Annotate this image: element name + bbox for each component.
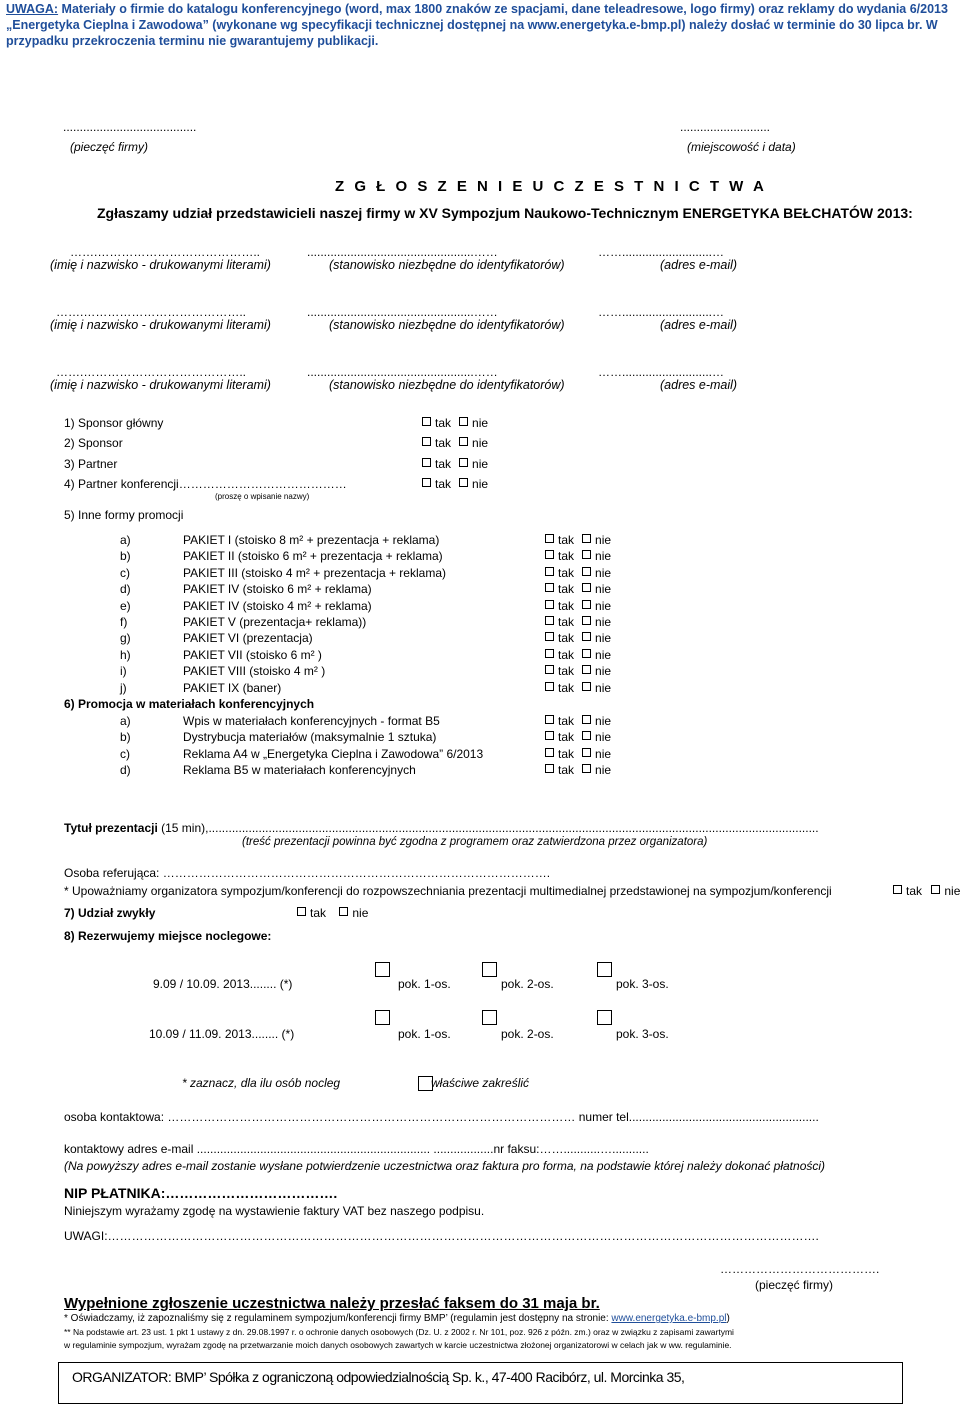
package-yes-no[interactable]: tak nie (545, 615, 611, 629)
presentation-hint: (treść prezentacji powinna być zgodna z programem oraz zatwierdzona przez organizatora) (242, 836, 708, 848)
checkbox-icon[interactable] (582, 550, 591, 559)
checkbox-icon[interactable] (582, 534, 591, 543)
package-text: PAKIET VI (prezentacja) (183, 631, 313, 646)
material-yes-no[interactable]: tak nie (545, 714, 611, 728)
checkbox-icon[interactable] (582, 715, 591, 724)
checkbox-icon[interactable] (545, 616, 554, 625)
material-letter: b) (120, 730, 131, 745)
name-hint: (proszę o wpisanie nazwy) (215, 492, 310, 501)
package-letter: j) (120, 680, 127, 695)
fax-notice: Wypełnione zgłoszenie uczestnictwa należy przesłać faksem do 31 maja br. (64, 1295, 600, 1312)
position-label: (stanowisko niezbędne do identyfikatorów) (329, 258, 565, 272)
place-dots: ........................... (680, 120, 771, 134)
package-letter: i) (120, 664, 127, 679)
name-label: (imię i nazwisko - drukowanymi literami) (50, 378, 271, 392)
email-label: (adres e-mail) (660, 258, 738, 272)
checkbox-icon[interactable] (545, 748, 554, 757)
checkbox-icon[interactable] (545, 682, 554, 691)
checkbox-icon[interactable] (545, 600, 554, 609)
package-text: PAKIET VIII (stoisko 4 m² ) (183, 664, 326, 679)
sponsor-yes-no[interactable]: tak nie (422, 457, 488, 471)
place-label: (miejscowość i data) (687, 140, 796, 154)
stamp-label: (pieczęć firmy) (70, 140, 149, 154)
checkbox-icon[interactable] (545, 567, 554, 576)
room-1os-label: pok. 1-os. (398, 977, 451, 991)
footnote-2: ** Na podstawie art. 23 ust. 1 pkt 1 ustawy z dn. 29.08.1997 r. o ochronie danych osobowych (Dz. U. z 2002 r. Nr 101, poz. 926 z późn. zm.) oraz w związku z zapisami zawartymi (64, 1327, 734, 1337)
name-dots[interactable]: …….………………………………….. (56, 365, 247, 379)
sponsor-yes-no[interactable]: tak nie (422, 436, 488, 450)
other-forms-label: 5) Inne formy promocji (64, 508, 184, 522)
presentation-title: Tytuł prezentacji (15 min),....................................................................................................................................................................................... (64, 821, 819, 835)
checkbox-icon[interactable] (582, 632, 591, 641)
notice-line-2: „Energetyka Cieplna i Zawodowa” (wykonane wg specyfikacji technicznej dostępnej na www.energetyka.e-bmp.pl) należy dosłać w terminie do 30 lipca br. W (6, 18, 938, 32)
checkbox-icon[interactable] (422, 417, 431, 426)
rooms-heading: 8) Rezerwujemy miejsce noclegowe: (64, 929, 272, 943)
consent-text: * Upoważniamy organizatora sympozjum/konferencji do rozpowszechniania prezentacji multimedialnej przedstawionej na sympozjum/konferencji (64, 884, 832, 898)
checkbox-icon[interactable] (545, 583, 554, 592)
position-label: (stanowisko niezbędne do identyfikatorów) (329, 318, 565, 332)
material-text: Reklama A4 w „Energetyka Cieplna i Zawodowa” 6/2013 (183, 746, 484, 761)
checkbox-icon[interactable] (582, 682, 591, 691)
room-2os-checkbox[interactable] (482, 1010, 497, 1025)
sponsor-label: 2) Sponsor (64, 436, 123, 450)
consent-yes-no[interactable]: tak nie (893, 884, 960, 898)
checkbox-icon[interactable] (931, 885, 940, 894)
package-yes-no[interactable]: tak nie (545, 648, 611, 662)
checkbox-icon[interactable] (545, 550, 554, 559)
checkbox-icon[interactable] (545, 764, 554, 773)
material-letter: a) (120, 714, 131, 728)
checkbox-icon[interactable] (582, 616, 591, 625)
package-letter: f) (120, 615, 128, 629)
regular-yes-no[interactable]: tak nie (297, 906, 368, 920)
room-3os-label: pok. 3-os. (616, 1027, 669, 1041)
material-letter: d) (120, 763, 131, 778)
checkbox-icon[interactable] (545, 649, 554, 658)
form-subtitle: Zgłaszamy udział przedstawicieli naszej firmy w XV Sympozjum Naukowo-Technicznym ENERGETYKA BEŁCHATÓW 2013: (97, 205, 913, 221)
name-label: (imię i nazwisko - drukowanymi literami) (50, 258, 271, 272)
room-1os-checkbox[interactable] (375, 1010, 390, 1025)
checkbox-icon[interactable] (459, 417, 468, 426)
checkbox-icon[interactable] (582, 665, 591, 674)
checkbox-icon[interactable] (582, 583, 591, 592)
checkbox-icon[interactable] (459, 478, 468, 487)
email-dots[interactable]: ……...........................… (598, 365, 725, 379)
notice-line-3: przypadku przekroczenia terminu nie gwarantujemy publikacji. (6, 34, 379, 48)
notice-line-1: UWAGA: Materiały o firmie do katalogu konferencyjnego (word, max 1800 znaków ze spacjami, dane teleadresowe, logo firmy) oraz reklamy do wydania 6/2013 (6, 2, 948, 16)
package-text: PAKIET VII (stoisko 6 m² ) (183, 647, 322, 662)
package-letter: a) (120, 533, 131, 547)
checkbox-icon[interactable] (422, 437, 431, 446)
checkbox-icon[interactable] (545, 665, 554, 674)
rooms-note: * zaznacz, dla ilu osób nocleg (182, 1076, 341, 1090)
position-dots[interactable]: ..................................................…… (307, 365, 498, 379)
checkbox-icon[interactable] (422, 478, 431, 487)
material-yes-no[interactable]: tak nie (545, 763, 611, 777)
package-text: PAKIET I (stoisko 8 m² + prezentacja + reklama) (183, 533, 440, 547)
material-letter: c) (120, 746, 130, 761)
material-yes-no[interactable]: tak nie (545, 747, 611, 761)
package-text: PAKIET III (stoisko 4 m² + prezentacja + reklama) (183, 565, 446, 580)
bottom-stamp-dots: …………………………………. (720, 1262, 880, 1276)
package-letter: b) (120, 549, 131, 564)
regular-participation: 7) Udział zwykły (64, 906, 156, 920)
material-yes-no[interactable]: tak nie (545, 730, 611, 744)
checkbox-icon[interactable] (545, 534, 554, 543)
email-label: (adres e-mail) (660, 378, 738, 392)
checkbox-icon[interactable] (893, 885, 902, 894)
checkbox-icon[interactable] (582, 567, 591, 576)
position-dots[interactable]: ..................................................…… (307, 245, 498, 259)
checkbox-icon[interactable] (582, 649, 591, 658)
room-2os-checkbox[interactable] (482, 962, 497, 977)
package-letter: h) (120, 647, 131, 662)
package-text: PAKIET IV (stoisko 4 m² + reklama) (183, 598, 372, 613)
checkbox-icon[interactable] (545, 731, 554, 740)
material-text: Wpis w materiałach konferencyjnych - format B5 (183, 714, 440, 728)
room-3os-checkbox[interactable] (597, 1010, 612, 1025)
form-title: Z G Ł O S Z E N I E U C Z E S T N I C T W A (335, 178, 767, 195)
name-label: (imię i nazwisko - drukowanymi literami) (50, 318, 271, 332)
bottom-stamp-label: (pieczęć firmy) (755, 1278, 834, 1292)
room-1os-label: pok. 1-os. (398, 1027, 451, 1041)
room-3os-label: pok. 3-os. (616, 977, 669, 991)
checkbox-icon[interactable] (297, 907, 306, 916)
footnote-3: w regulaminie sympozjum, wyrażam zgodę na przetwarzanie moich danych osobowych zawartych w karcie uczestnictwa złożonej organizatorowi w celach jak w ww. regulaminie. (64, 1340, 732, 1350)
package-text: PAKIET II (stoisko 6 m² + prezentacja + reklama) (183, 549, 443, 564)
email-label: (adres e-mail) (660, 318, 738, 332)
name-dots[interactable]: …….………………………………….. (56, 305, 247, 319)
checkbox-icon[interactable] (459, 437, 468, 446)
checkbox-icon[interactable] (582, 748, 591, 757)
name-dots[interactable]: …….………………………………….. (70, 245, 261, 259)
material-text: Dystrybucja materiałów (maksymalnie 1 sztuka) (183, 730, 437, 745)
package-text: PAKIET V (prezentacja+ reklama)) (183, 615, 367, 629)
material-text: Reklama B5 w materiałach konferencyjnych (183, 763, 416, 778)
checkbox-icon[interactable] (582, 731, 591, 740)
package-yes-no[interactable]: tak nie (545, 533, 611, 547)
room-3os-checkbox[interactable] (597, 962, 612, 977)
materials-heading: 6) Promocja w materiałach konferencyjnych (64, 697, 315, 711)
package-letter: c) (120, 565, 130, 580)
website-link[interactable]: www.energetyka.e-bmp.pl (611, 1313, 727, 1324)
position-label: (stanowisko niezbędne do identyfikatorów) (329, 378, 565, 392)
organizer-text: ORGANIZATOR: BMP’ Spółka z ograniczoną odpowiedzialnością Sp. k., 47-400 Racibórz, ul. Morcinka 35, (72, 1369, 685, 1385)
checkbox-icon[interactable] (545, 715, 554, 724)
contact-person-field[interactable]: osoba kontaktowa: ………………………………………………………………………………………… numer tel......................................................... (64, 1110, 819, 1124)
package-yes-no[interactable]: tak nie (545, 566, 611, 580)
contact-note: (Na powyższy adres e-mail zostanie wysłane potwierdzenie uczestnictwa oraz faktura pro forma, na podstawie której należy dokonać płatności) (64, 1159, 826, 1173)
checkbox-icon[interactable] (422, 458, 431, 467)
sponsor-main-label: 1) Sponsor główny (64, 416, 164, 430)
room-2os-label: pok. 2-os. (501, 977, 554, 991)
package-letter: g) (120, 631, 131, 646)
vat-consent: Niniejszym wyrażamy zgodę na wystawienie faktury VAT bez naszego podpisu. (64, 1204, 485, 1218)
package-yes-no[interactable]: tak nie (545, 664, 611, 678)
package-yes-no[interactable]: tak nie (545, 549, 611, 563)
package-text: PAKIET IX (baner) (183, 680, 282, 695)
checkbox-icon[interactable] (582, 600, 591, 609)
checkbox-icon[interactable] (545, 632, 554, 641)
email-dots[interactable]: ……...........................… (598, 305, 725, 319)
room-2os-label: pok. 2-os. (501, 1027, 554, 1041)
speaker-field[interactable]: Osoba referująca: ……………………………………………………………………………………. (64, 866, 551, 880)
package-letter: e) (120, 598, 131, 613)
partner-label: 3) Partner (64, 457, 118, 471)
conference-partner-label: 4) Partner konferencji…………………………………… (64, 477, 347, 491)
room-1os-checkbox[interactable] (375, 962, 390, 977)
checkbox-icon[interactable] (459, 458, 468, 467)
rooms-check-note: właściwe zakreślić (431, 1076, 530, 1090)
position-dots[interactable]: ..................................................…… (307, 305, 498, 319)
package-text: PAKIET IV (stoisko 6 m² + reklama) (183, 582, 372, 597)
email-dots[interactable]: ……...........................… (598, 245, 725, 259)
checkbox-icon[interactable] (339, 907, 348, 916)
room-dates: 9.09 / 10.09. 2013........ (*) (153, 977, 293, 991)
contact-email-field[interactable]: kontaktowy adres e-mail ...................................................................... ..................nr faksu:……...........…........... (64, 1142, 649, 1156)
sponsor-yes-no[interactable]: tak nie (422, 416, 488, 430)
room-dates: 10.09 / 11.09. 2013........ (*) (149, 1027, 295, 1041)
package-letter: d) (120, 582, 131, 597)
footnote-1: * Oświadczamy, iż zapoznaliśmy się z regulaminem sympozjum/konferencji firmy BMP’ (regulamin jest dostępny na stronie: www.energetyka.e-bmp.pl) (64, 1313, 730, 1324)
package-yes-no[interactable]: tak nie (545, 681, 611, 695)
sponsor-yes-no[interactable]: tak nie (422, 477, 488, 491)
package-yes-no[interactable]: tak nie (545, 582, 611, 596)
nip-field[interactable]: NIP PŁATNIKA:………………………………. (64, 1185, 338, 1201)
stamp-dots: ........................................ (63, 120, 197, 134)
package-yes-no[interactable]: tak nie (545, 631, 611, 645)
remarks-field[interactable]: UWAGI:……………………………………………………………………………………………………………………………………………………………. (64, 1229, 819, 1243)
package-yes-no[interactable]: tak nie (545, 599, 611, 613)
checkbox-icon[interactable] (582, 764, 591, 773)
